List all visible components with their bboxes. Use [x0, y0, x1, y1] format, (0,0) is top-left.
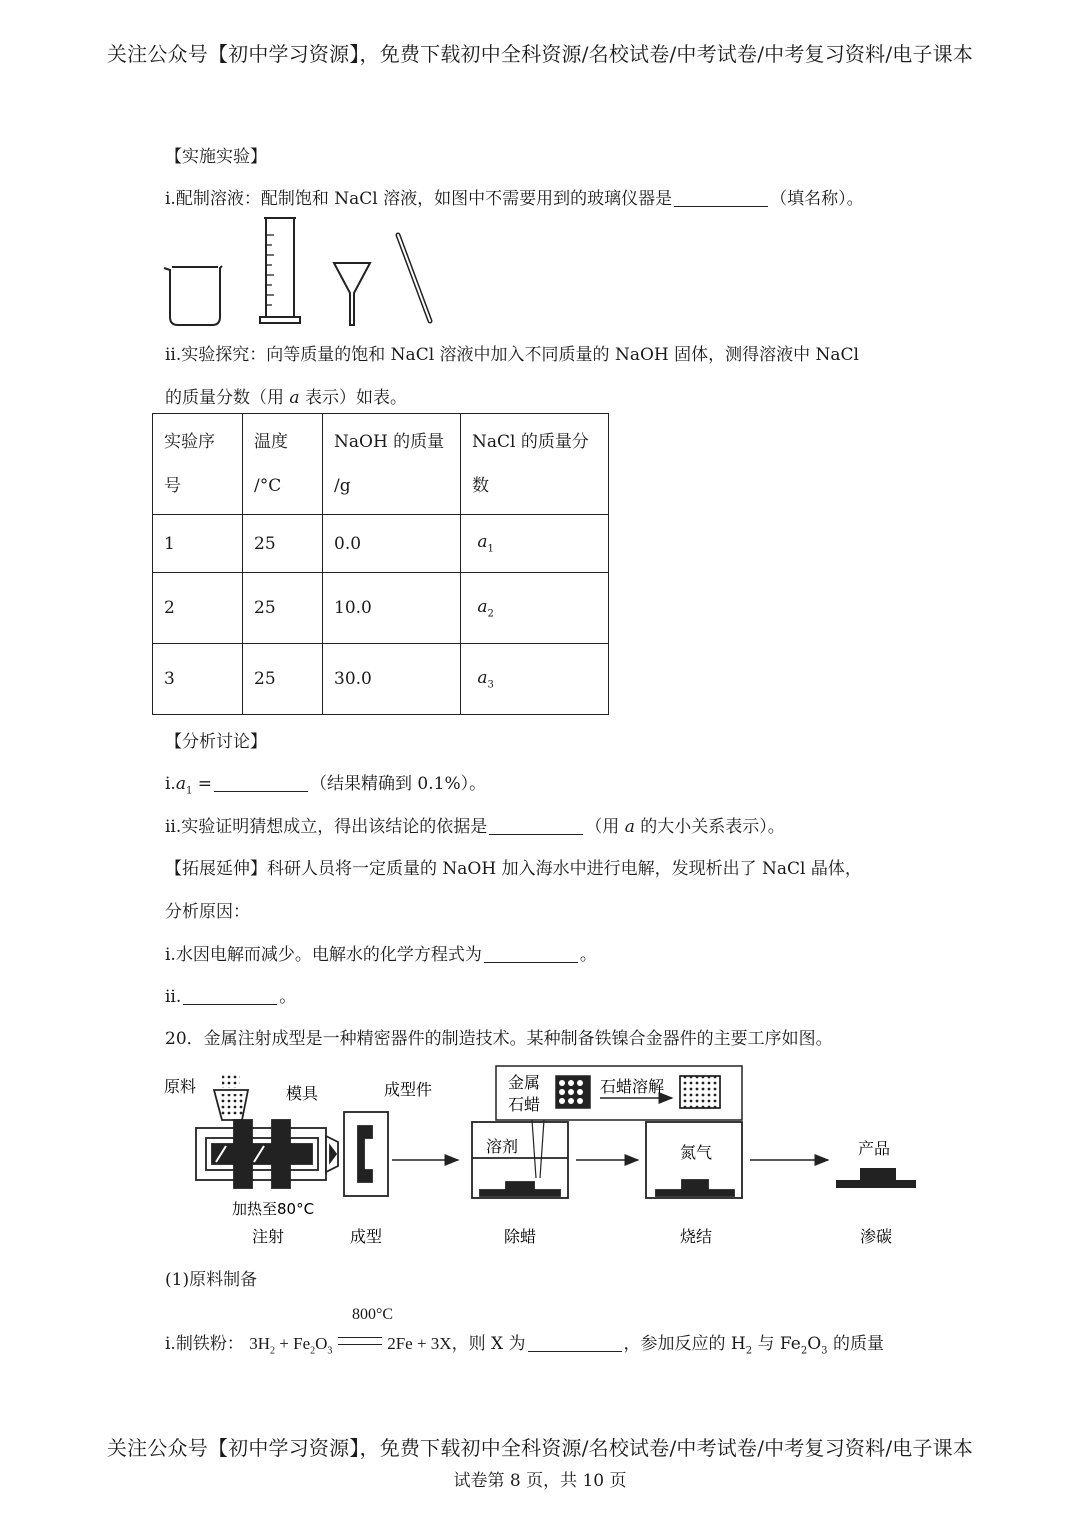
- table-header-cell: 实验序 号: [153, 414, 243, 515]
- section-heading-analysis: 【分析讨论】: [165, 732, 267, 752]
- iron-powder-question: i.制铁粉： $3H_2 + Fe_2O_3$ 2Fe + 3X，则 X 为 ，参加反应的 $H_2$ 与 $Fe_2O_3$ 的质量: [165, 1334, 884, 1357]
- table-cell: 30.0: [323, 644, 461, 715]
- answer-blank[interactable]: [484, 944, 578, 963]
- table-cell: 25: [243, 573, 323, 644]
- table-cell: 3: [153, 644, 243, 715]
- label-wax-dissolve: 石蜡溶解: [600, 1077, 665, 1096]
- experiment-table: [152, 413, 609, 715]
- page-number: 试卷第 8 页，共 10 页: [453, 1471, 627, 1491]
- analysis-i: $i.a_1$ = （结果精确到 0.1%）。: [165, 774, 487, 797]
- table-header-row: [153, 414, 609, 515]
- label-metal: 金属: [508, 1073, 541, 1092]
- label-mold: 模具: [286, 1084, 319, 1103]
- funnel-icon: [334, 263, 370, 325]
- table-cell: $a_2$: [461, 573, 609, 644]
- page-header-promo: 关注公众号【初中学习资源】，免费下载初中全科资源/名校试卷/中考试卷/中考复习资料/电子课本: [106, 42, 974, 66]
- table-cell: 2: [153, 573, 243, 644]
- table-cell: 1: [153, 515, 243, 573]
- table-cell: 25: [243, 515, 323, 573]
- answer-blank[interactable]: [183, 986, 277, 1005]
- table-row: [153, 573, 609, 644]
- question-step-ii-line1: ii.实验探究：向等质量的饱和 NaCl 溶液中加入不同质量的 NaOH 固体，测得溶液中 NaCl: [165, 345, 859, 365]
- table-cell: 0.0: [323, 515, 461, 573]
- table-row: [153, 515, 609, 573]
- sub-question-1: (1)原料制备: [165, 1270, 258, 1290]
- extension-line2: 分析原因：: [165, 902, 250, 922]
- graduated-cylinder-icon: [260, 218, 300, 323]
- step-i-suffix: （填名称）。: [770, 189, 864, 209]
- hopper-icon: [214, 1074, 248, 1120]
- label-nitrogen: 氮气: [680, 1143, 713, 1162]
- reaction-condition: 800°C: [352, 1306, 394, 1323]
- table-cell: $a_1$: [461, 515, 609, 573]
- label-raw-material: 原料: [164, 1077, 197, 1096]
- glassware-illustration: [160, 213, 450, 333]
- page-footer-promo: 关注公众号【初中学习资源】，免费下载初中全科资源/名校试卷/中考试卷/中考复习资料/电子课本: [106, 1436, 974, 1460]
- step-label-dewax: 除蜡: [504, 1227, 537, 1246]
- step-label-carburize: 渗碳: [860, 1227, 893, 1246]
- label-molded-part: 成型件: [384, 1080, 433, 1099]
- analysis-ii: ii.实验证明猜想成立，得出该结论的依据是 （用 a 的大小关系表示）。: [165, 817, 785, 837]
- step-label-sinter: 烧结: [680, 1227, 713, 1246]
- answer-blank[interactable]: [674, 188, 768, 207]
- label-heat: 加热至80°C: [232, 1200, 315, 1218]
- table-header-cell: NaOH 的质量 /g: [323, 414, 461, 515]
- table-cell: $a_3$: [461, 644, 609, 715]
- mold-icon: [344, 1112, 388, 1196]
- label-solvent: 溶剂: [486, 1137, 519, 1156]
- table-header-cell: 温度 /°C: [243, 414, 323, 515]
- answer-blank[interactable]: [528, 1333, 622, 1352]
- label-wax: 石蜡: [508, 1095, 541, 1114]
- table-cell: 10.0: [323, 573, 461, 644]
- table-cell: 25: [243, 644, 323, 715]
- reaction-equals-sign: [338, 1337, 382, 1345]
- label-product: 产品: [858, 1139, 891, 1158]
- process-diagram: [160, 1062, 930, 1262]
- step-i-text: i.配制溶液：配制饱和 NaCl 溶液，如图中不需要用到的玻璃仪器是: [165, 189, 673, 209]
- step-label-inject: 注射: [252, 1227, 285, 1246]
- injection-machine-icon: [196, 1120, 338, 1188]
- answer-blank[interactable]: [489, 816, 583, 835]
- table-row: [153, 644, 609, 715]
- question-step-ii-line2: 的质量分数（用 a 表示）如表。: [165, 388, 407, 408]
- question-step-i: [165, 184, 864, 209]
- step-label-mold: 成型: [350, 1227, 383, 1246]
- answer-blank[interactable]: [214, 773, 308, 792]
- glass-rod-icon: [398, 235, 430, 321]
- product-icon: [836, 1168, 916, 1188]
- extension-i: i.水因电解而减少。电解水的化学方程式为 。: [165, 945, 597, 965]
- beaker-icon: [164, 266, 222, 325]
- extension-ii: ii. 。: [165, 987, 297, 1007]
- extension-line1: 【拓展延伸】科研人员将一定质量的 NaOH 加入海水中进行电解，发现析出了 NaCl 晶体，: [165, 859, 862, 879]
- table-header-cell: NaCl 的质量分 数: [461, 414, 609, 515]
- dewax-tank-icon: [472, 1120, 568, 1198]
- question-20: 20．金属注射成型是一种精密器件的制造技术。某种制备铁镍合金器件的主要工序如图。: [165, 1029, 833, 1049]
- section-heading-implement: 【实施实验】: [165, 147, 267, 167]
